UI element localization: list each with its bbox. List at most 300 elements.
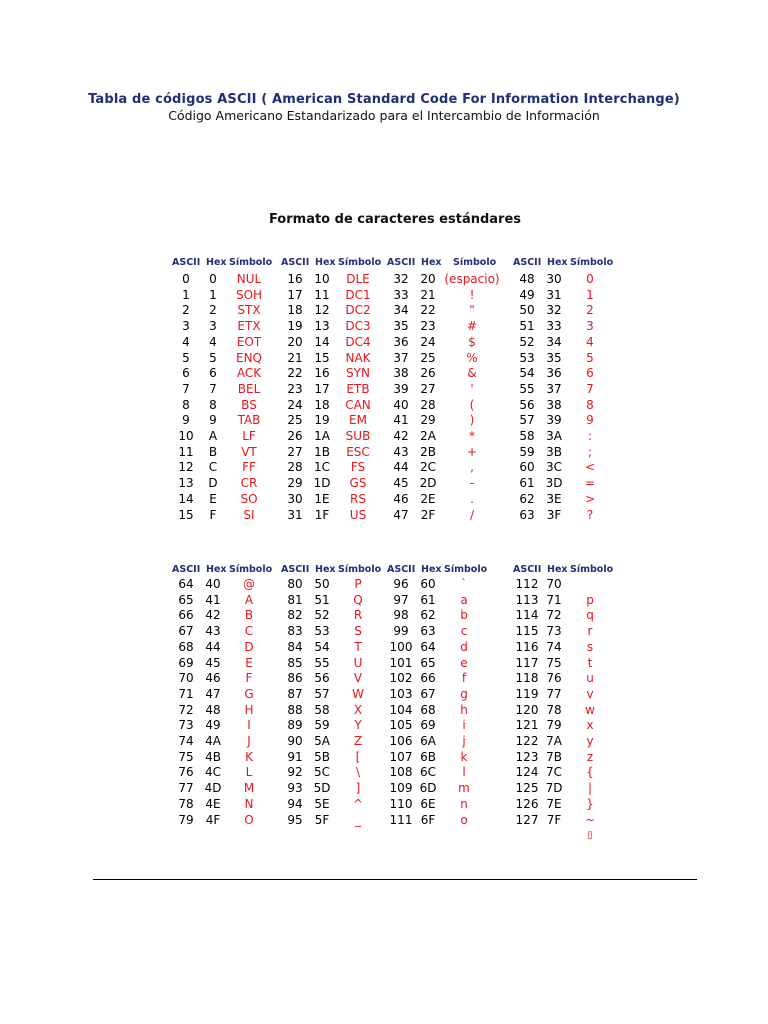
table-row bbox=[386, 608, 496, 624]
ascii-code: 62 bbox=[519, 491, 535, 506]
table-row bbox=[171, 508, 281, 524]
ascii-code: 74 bbox=[178, 734, 194, 748]
symbol: ETX bbox=[237, 319, 261, 334]
table-row bbox=[280, 624, 390, 640]
table-row bbox=[512, 656, 622, 672]
hex-code: 2C bbox=[419, 460, 436, 475]
column-header-symbol: Símbolo bbox=[453, 257, 497, 268]
ascii-code: 2 bbox=[182, 303, 190, 318]
hex-code: 37 bbox=[546, 381, 562, 396]
symbol: EOT bbox=[236, 334, 262, 349]
symbol: N bbox=[244, 796, 254, 811]
ascii-code: 5 bbox=[182, 350, 190, 365]
column-header-hex: Hex bbox=[206, 257, 227, 268]
table-row bbox=[512, 593, 622, 609]
column-header-ascii: ASCII bbox=[281, 257, 310, 268]
symbol: ~ bbox=[584, 812, 596, 827]
ascii-code: 29 bbox=[287, 476, 303, 491]
hex-code: 4E bbox=[205, 796, 221, 811]
symbol: | bbox=[587, 781, 593, 796]
hex-code: 53 bbox=[314, 624, 330, 639]
table-row bbox=[512, 398, 622, 414]
hex-code: 5F bbox=[314, 812, 330, 827]
table-row bbox=[171, 781, 281, 797]
hex-code: 25 bbox=[420, 350, 436, 365]
symbol: ACK bbox=[236, 366, 262, 381]
hex-code: 5D bbox=[313, 781, 331, 796]
hex-code: 4F bbox=[205, 812, 221, 827]
symbol: FS bbox=[350, 460, 366, 475]
hex-code: 3 bbox=[209, 319, 217, 334]
ascii-code: 126 bbox=[515, 796, 539, 811]
symbol: H bbox=[244, 702, 254, 717]
table-row bbox=[386, 703, 496, 719]
symbol: . bbox=[470, 491, 474, 506]
table-row bbox=[171, 366, 281, 382]
table-row bbox=[386, 382, 496, 398]
symbol: / bbox=[469, 507, 475, 522]
table-row bbox=[386, 429, 496, 445]
hex-code: 44 bbox=[205, 639, 221, 654]
symbol: G bbox=[244, 686, 254, 701]
ascii-code: 3 bbox=[182, 319, 190, 334]
hex-code: 27 bbox=[420, 381, 436, 396]
ascii-code: 56 bbox=[519, 397, 535, 412]
symbol: Z bbox=[353, 734, 363, 748]
symbol: ; bbox=[587, 444, 593, 459]
table-row bbox=[512, 351, 622, 367]
symbol: ' bbox=[470, 381, 474, 396]
column-header-hex: Hex bbox=[421, 564, 442, 575]
table-row bbox=[171, 671, 281, 687]
column-header-ascii: ASCII bbox=[387, 564, 416, 575]
symbol: DC4 bbox=[345, 334, 371, 349]
hex-code: 41 bbox=[205, 592, 221, 607]
ascii-code: 37 bbox=[393, 350, 409, 365]
hex-code: 7E bbox=[546, 796, 562, 811]
table-row bbox=[171, 319, 281, 335]
table-row bbox=[280, 492, 390, 508]
table-row bbox=[171, 445, 281, 461]
table-row bbox=[280, 382, 390, 398]
ascii-code: 49 bbox=[519, 287, 535, 302]
symbol: e bbox=[460, 655, 468, 670]
hex-code: 1C bbox=[313, 460, 330, 475]
table-row bbox=[171, 640, 281, 656]
ascii-code: 103 bbox=[389, 686, 413, 701]
hex-code: 19 bbox=[314, 413, 330, 428]
ascii-code: 117 bbox=[515, 655, 539, 670]
hex-code: 40 bbox=[205, 577, 221, 591]
bottom-divider bbox=[93, 879, 697, 880]
hex-code: 70 bbox=[546, 577, 562, 591]
table-row bbox=[171, 476, 281, 492]
symbol: > bbox=[584, 491, 596, 506]
symbol: m bbox=[458, 781, 470, 796]
symbol: E bbox=[245, 655, 253, 670]
symbol: , bbox=[470, 460, 474, 475]
hex-code: 5C bbox=[313, 765, 330, 780]
hex-code: 77 bbox=[546, 686, 562, 701]
ascii-code: 14 bbox=[178, 491, 194, 506]
symbol: l bbox=[462, 765, 466, 780]
column-header-hex: Hex bbox=[547, 257, 568, 268]
ascii-code: 41 bbox=[393, 413, 409, 428]
table-row bbox=[171, 593, 281, 609]
hex-code: 2 bbox=[209, 303, 217, 318]
ascii-code: 73 bbox=[178, 718, 194, 733]
symbol: 2 bbox=[586, 303, 594, 318]
column-header-symbol: Símbolo bbox=[338, 257, 382, 268]
ascii-code: 124 bbox=[515, 765, 539, 780]
hex-code: 3D bbox=[545, 476, 563, 491]
column-header-symbol: Símbolo bbox=[229, 257, 273, 268]
symbol: c bbox=[460, 624, 468, 639]
ascii-code: 13 bbox=[178, 476, 194, 491]
symbol: u bbox=[586, 671, 594, 686]
table-row bbox=[386, 624, 496, 640]
table-row bbox=[386, 671, 496, 687]
table-row bbox=[280, 797, 390, 813]
symbol: ETB bbox=[346, 381, 370, 396]
ascii-code: 15 bbox=[178, 507, 194, 522]
hex-code: 54 bbox=[314, 639, 330, 654]
table-row bbox=[280, 366, 390, 382]
column-header-symbol: Símbolo bbox=[444, 564, 488, 575]
ascii-code: 105 bbox=[389, 718, 413, 733]
column-header-hex: Hex bbox=[421, 257, 442, 268]
table-row bbox=[386, 398, 496, 414]
ascii-code: 43 bbox=[393, 444, 409, 459]
hex-code: 2E bbox=[420, 491, 436, 506]
ascii-code: 40 bbox=[393, 397, 409, 412]
ascii-code: 42 bbox=[393, 429, 409, 443]
hex-code: 49 bbox=[205, 718, 221, 733]
hex-code: 73 bbox=[546, 624, 562, 639]
table-row bbox=[386, 366, 496, 382]
hex-code: 45 bbox=[205, 655, 221, 670]
hex-code: 42 bbox=[205, 608, 221, 623]
symbol: 6 bbox=[586, 366, 594, 381]
ascii-code: 16 bbox=[287, 272, 303, 286]
table-row bbox=[280, 640, 390, 656]
ascii-code: 23 bbox=[287, 381, 303, 396]
table-row bbox=[386, 476, 496, 492]
ascii-code: 114 bbox=[515, 608, 539, 623]
hex-code: 48 bbox=[205, 702, 221, 717]
table-row bbox=[171, 797, 281, 813]
table-row bbox=[512, 797, 622, 813]
table-row bbox=[386, 351, 496, 367]
hex-code: 36 bbox=[546, 366, 562, 381]
column-header-ascii: ASCII bbox=[513, 564, 542, 575]
symbol: L bbox=[245, 765, 253, 780]
hex-code: 5A bbox=[314, 734, 330, 748]
hex-code: C bbox=[208, 460, 218, 475]
symbol: f bbox=[461, 671, 467, 686]
ascii-code: 4 bbox=[182, 334, 190, 349]
hex-code: B bbox=[208, 444, 218, 459]
ascii-code: 83 bbox=[287, 624, 303, 639]
table-row bbox=[171, 492, 281, 508]
table-row bbox=[280, 351, 390, 367]
symbol: x bbox=[586, 718, 594, 733]
hex-code: 38 bbox=[546, 397, 562, 412]
hex-code: 28 bbox=[420, 397, 436, 412]
symbol: = bbox=[584, 476, 596, 491]
symbol: - bbox=[469, 476, 475, 491]
table-row bbox=[386, 319, 496, 335]
table-row bbox=[280, 508, 390, 524]
hex-code: 3B bbox=[546, 444, 562, 459]
hex-code: 1B bbox=[314, 444, 330, 459]
symbol: D bbox=[244, 639, 254, 654]
table-row bbox=[512, 445, 622, 461]
hex-code: 2D bbox=[419, 476, 437, 491]
symbol: S bbox=[354, 624, 362, 639]
table-row bbox=[280, 429, 390, 445]
symbol: o bbox=[460, 812, 468, 827]
table-row bbox=[512, 288, 622, 304]
table-row bbox=[171, 687, 281, 703]
table-row bbox=[280, 750, 390, 766]
symbol: 0 bbox=[586, 272, 594, 286]
hex-code: 9 bbox=[209, 413, 217, 428]
table-row bbox=[386, 765, 496, 781]
ascii-code: 77 bbox=[178, 781, 194, 796]
table-row bbox=[512, 272, 622, 288]
ascii-code: 60 bbox=[519, 460, 535, 475]
table-row bbox=[512, 319, 622, 335]
hex-code: 67 bbox=[420, 686, 436, 701]
symbol: SO bbox=[240, 491, 258, 506]
hex-code: 3C bbox=[545, 460, 562, 475]
symbol: 8 bbox=[586, 397, 594, 412]
ascii-code: 28 bbox=[287, 460, 303, 475]
hex-code: 7 bbox=[209, 381, 217, 396]
symbol: ` bbox=[461, 577, 467, 591]
ascii-code: 120 bbox=[515, 702, 539, 717]
symbol: F bbox=[245, 671, 253, 686]
ascii-code: 115 bbox=[515, 624, 539, 639]
hex-code: 6 bbox=[209, 366, 217, 381]
table-row bbox=[512, 781, 622, 797]
hex-code: 16 bbox=[314, 366, 330, 381]
ascii-code: 76 bbox=[178, 765, 194, 780]
ascii-code: 121 bbox=[515, 718, 539, 733]
table-row bbox=[512, 303, 622, 319]
ascii-code: 66 bbox=[178, 608, 194, 623]
table-row bbox=[512, 508, 622, 524]
hex-code: 75 bbox=[546, 655, 562, 670]
symbol: DC3 bbox=[345, 319, 371, 334]
hex-code: A bbox=[208, 429, 218, 443]
symbol: q bbox=[586, 608, 594, 623]
symbol: NAK bbox=[345, 350, 371, 365]
table-row bbox=[512, 718, 622, 734]
table-row bbox=[280, 671, 390, 687]
ascii-code: 1 bbox=[182, 287, 190, 302]
column-header-ascii: ASCII bbox=[172, 257, 201, 268]
hex-code: 13 bbox=[314, 319, 330, 334]
hex-code: 34 bbox=[546, 334, 562, 349]
symbol: CR bbox=[240, 476, 258, 491]
hex-code: 3F bbox=[546, 507, 562, 522]
table-row bbox=[280, 476, 390, 492]
table-row bbox=[280, 460, 390, 476]
symbol: X bbox=[353, 702, 363, 717]
ascii-code: 93 bbox=[287, 781, 303, 796]
hex-code: 4A bbox=[205, 734, 221, 748]
symbol: 7 bbox=[586, 381, 594, 396]
table-row bbox=[386, 781, 496, 797]
ascii-code: 94 bbox=[287, 796, 303, 811]
symbol: + bbox=[466, 444, 478, 459]
symbol: * bbox=[469, 429, 475, 443]
table-row bbox=[280, 608, 390, 624]
hex-code: 59 bbox=[314, 718, 330, 733]
hex-code: 7A bbox=[546, 734, 562, 748]
symbol: SYN bbox=[346, 366, 370, 381]
column-header-symbol: Símbolo bbox=[570, 257, 614, 268]
ascii-code: 10 bbox=[178, 429, 194, 443]
column-header-ascii: ASCII bbox=[281, 564, 310, 575]
symbol: P bbox=[354, 577, 362, 591]
table-row bbox=[280, 303, 390, 319]
table-row bbox=[280, 288, 390, 304]
symbol: ! bbox=[469, 287, 475, 302]
ascii-code: 20 bbox=[287, 334, 303, 349]
symbol: LF bbox=[242, 429, 256, 443]
table-row bbox=[512, 750, 622, 766]
hex-code: 51 bbox=[314, 592, 330, 607]
ascii-code: 80 bbox=[287, 577, 303, 591]
ascii-code: 90 bbox=[287, 734, 303, 748]
ascii-code: 48 bbox=[519, 272, 535, 286]
table-row bbox=[386, 750, 496, 766]
table-row bbox=[512, 366, 622, 382]
symbol: { bbox=[586, 765, 594, 780]
symbol: i bbox=[462, 718, 466, 733]
column-header-ascii: ASCII bbox=[172, 564, 201, 575]
ascii-code: 8 bbox=[182, 397, 190, 412]
symbol: 1 bbox=[586, 287, 594, 302]
table-row bbox=[512, 671, 622, 687]
ascii-code: 78 bbox=[178, 796, 194, 811]
hex-code: 6C bbox=[419, 765, 436, 780]
ascii-code: 110 bbox=[389, 796, 413, 811]
hex-code: 4 bbox=[209, 334, 217, 349]
symbol: U bbox=[353, 655, 363, 670]
symbol: 5 bbox=[586, 350, 594, 365]
table-row bbox=[171, 765, 281, 781]
table-row bbox=[171, 703, 281, 719]
hex-code: 43 bbox=[205, 624, 221, 639]
table-row bbox=[386, 687, 496, 703]
ascii-code: 92 bbox=[287, 765, 303, 780]
table-row bbox=[512, 382, 622, 398]
ascii-code: 102 bbox=[389, 671, 413, 686]
hex-code: 24 bbox=[420, 334, 436, 349]
symbol: t bbox=[587, 655, 593, 670]
ascii-code: 108 bbox=[389, 765, 413, 780]
hex-code: 1E bbox=[314, 491, 330, 506]
hex-code: 5B bbox=[314, 749, 330, 764]
symbol: } bbox=[586, 796, 594, 811]
hex-code: 78 bbox=[546, 702, 562, 717]
ascii-code: 97 bbox=[393, 592, 409, 607]
table-row bbox=[512, 476, 622, 492]
ascii-code: 47 bbox=[393, 507, 409, 522]
table-row bbox=[280, 577, 390, 593]
ascii-code: 72 bbox=[178, 702, 194, 717]
symbol: @ bbox=[243, 577, 255, 591]
table-row bbox=[280, 765, 390, 781]
hex-code: 1F bbox=[314, 507, 330, 522]
ascii-code: 35 bbox=[393, 319, 409, 334]
table-row bbox=[386, 593, 496, 609]
symbol: FF bbox=[242, 460, 256, 475]
hex-code: 55 bbox=[314, 655, 330, 670]
hex-code: 4D bbox=[204, 781, 222, 796]
ascii-code: 33 bbox=[393, 287, 409, 302]
symbol: T bbox=[354, 639, 362, 654]
hex-code: 69 bbox=[420, 718, 436, 733]
column-header-hex: Hex bbox=[315, 564, 336, 575]
ascii-code: 34 bbox=[393, 303, 409, 318]
ascii-code: 6 bbox=[182, 366, 190, 381]
ascii-code: 111 bbox=[389, 812, 413, 827]
table-row bbox=[171, 624, 281, 640]
table-row bbox=[512, 577, 622, 593]
ascii-code: 68 bbox=[178, 639, 194, 654]
hex-code: 26 bbox=[420, 366, 436, 381]
table-row bbox=[386, 797, 496, 813]
symbol: 9 bbox=[586, 413, 594, 428]
table-row bbox=[280, 413, 390, 429]
table-row bbox=[171, 303, 281, 319]
hex-code: 1A bbox=[314, 429, 330, 443]
hex-code: 15 bbox=[314, 350, 330, 365]
hex-code: 14 bbox=[314, 334, 330, 349]
hex-code: 35 bbox=[546, 350, 562, 365]
table-row bbox=[386, 734, 496, 750]
hex-code: D bbox=[208, 476, 218, 491]
hex-code: 2F bbox=[420, 507, 436, 522]
ascii-code: 81 bbox=[287, 592, 303, 607]
hex-code: 76 bbox=[546, 671, 562, 686]
ascii-code: 44 bbox=[393, 460, 409, 475]
symbol: n bbox=[460, 796, 468, 811]
table-row bbox=[386, 656, 496, 672]
hex-code: 57 bbox=[314, 686, 330, 701]
symbol: ( bbox=[469, 397, 475, 412]
symbol: DC1 bbox=[345, 287, 371, 302]
ascii-code: 11 bbox=[178, 444, 194, 459]
table-row bbox=[512, 429, 622, 445]
symbol: & bbox=[467, 366, 477, 381]
symbol: ENQ bbox=[235, 350, 262, 365]
ascii-code: 36 bbox=[393, 334, 409, 349]
table-row bbox=[512, 640, 622, 656]
ascii-code: 24 bbox=[287, 397, 303, 412]
symbol: # bbox=[466, 319, 478, 334]
hex-code: 5 bbox=[209, 350, 217, 365]
table-row bbox=[171, 656, 281, 672]
hex-code: 46 bbox=[205, 671, 221, 686]
ascii-code: 57 bbox=[519, 413, 535, 428]
ascii-code: 17 bbox=[287, 287, 303, 302]
